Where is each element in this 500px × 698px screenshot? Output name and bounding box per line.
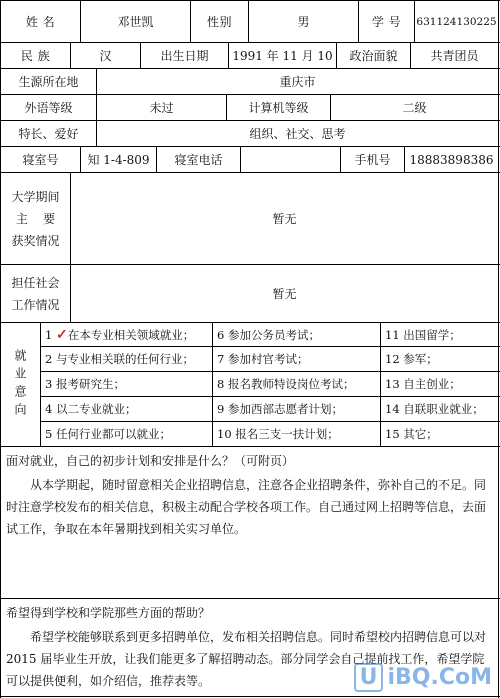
- birth-value: 1991 年 11 月 10: [232, 49, 333, 63]
- help-answer: 希望学校能够联系到更多招聘单位，发布相关招聘信息。同时希望校内招聘信息可以对 2015 届毕业生开放，让我们能更多了解招聘动态。部分同学会自己提前找工作，希望学院可以提供便利，如介绍信，推荐表等。: [6, 630, 487, 688]
- intention-option-15: 15 其它；: [385, 427, 438, 441]
- origin-label: 生源所在地: [18, 75, 79, 89]
- intention-option-1: [41, 323, 212, 346]
- duties-label: [1, 265, 70, 322]
- name-value: 邓世凯: [117, 15, 154, 29]
- awards-label: [1, 173, 70, 264]
- awards-label-line: 主 要: [15, 211, 56, 226]
- border-right: [498, 0, 499, 698]
- origin-value: 重庆市: [279, 75, 316, 89]
- plan-question: 面对就业，自己的初步计划和安排是什么？（可附页）: [6, 454, 295, 468]
- gender-label: 性别: [206, 15, 232, 29]
- hline: [0, 446, 500, 447]
- watermark-box: U: [354, 663, 384, 692]
- hline: [0, 598, 500, 599]
- hobby-label: 特长、爱好: [18, 127, 79, 141]
- intention-option-14: 14 自联职业就业；: [385, 402, 484, 416]
- intention-option-7: 7 参加村官考试；: [217, 352, 309, 366]
- duties-label-line: 担任社会: [11, 275, 60, 290]
- ethnic-value: 汉: [99, 49, 112, 63]
- name-label: 姓 名: [25, 15, 56, 29]
- option-number: 1: [45, 327, 56, 342]
- dorm-phone-label: 寝室电话: [174, 153, 223, 167]
- duties-label-line: 工作情况: [11, 297, 60, 312]
- awards-value: 暂无: [272, 212, 297, 226]
- mobile-label: 手机号: [354, 153, 391, 167]
- student-id-label: 学 号: [371, 15, 402, 29]
- birth-label: 出生日期: [160, 49, 209, 63]
- foreign-language-value: 未过: [149, 101, 174, 115]
- dorm-label: 寝室号: [22, 153, 59, 167]
- dorm-value: 知 1-4-809: [87, 153, 150, 167]
- computer-level-label: 计算机等级: [248, 101, 309, 115]
- awards-label-line: 大学期间: [11, 189, 60, 204]
- watermark-text: iBQ.CoM: [387, 665, 492, 690]
- intention-option-2: 2 与专业相关联的任何行业；: [45, 352, 194, 366]
- political-label: 政治面貌: [349, 49, 398, 63]
- intention-option-4: 4 以二专业就业；: [45, 402, 137, 416]
- intention-option-3: 3 报考研究生；: [45, 377, 125, 391]
- watermark-logo: [354, 663, 492, 692]
- intention-option-9: 9 参加西部志愿者计划；: [217, 402, 343, 416]
- intention-option-8: 8 报名教师特设岗位考试；: [217, 377, 355, 391]
- hobby-value: 组织、社交、思考: [249, 127, 346, 141]
- intention-label: [1, 323, 40, 446]
- duties-value: 暂无: [272, 287, 297, 301]
- foreign-language-label: 外语等级: [24, 101, 73, 115]
- intention-option-13: 13 自主创业；: [385, 377, 461, 391]
- awards-label-line: 获奖情况: [11, 233, 60, 248]
- intention-label-text: 就业意向: [13, 348, 27, 421]
- political-value: 共青团员: [430, 49, 479, 63]
- gender-value: 男: [297, 15, 310, 29]
- student-id-value: 631124130225: [416, 15, 497, 28]
- ethnic-label: 民 族: [20, 49, 51, 63]
- plan-answer: 从本学期起，随时留意相关企业招聘信息，注意各企业招聘条件，弥补自己的不足。同时注意学校发布的相关信息，积极主动配合学校各项工作。自己通过网上招聘等信息，去面试工作，争取在本年暑期找到相关实习单位。: [6, 478, 487, 536]
- help-question: 希望得到学校和学院那些方面的帮助？: [6, 606, 211, 620]
- intention-option-5: 5 任何行业都可以就业；: [45, 427, 171, 441]
- dorm-phone-value: [241, 147, 340, 172]
- check-mark-icon: ✓: [55, 326, 68, 343]
- intention-option-12: 12 参军；: [385, 352, 438, 366]
- intention-option-6: 6 参加公务员考试；: [217, 327, 320, 342]
- option-text: 在本专业相关领域就业；: [67, 327, 195, 342]
- mobile-value: 18883898386: [409, 152, 494, 167]
- border-bottom: [0, 696, 500, 697]
- computer-level-value: 二级: [402, 101, 427, 115]
- intention-option-11: 11 出国留学；: [385, 327, 461, 342]
- intention-option-10: 10 报名三支一扶计划；: [217, 427, 339, 441]
